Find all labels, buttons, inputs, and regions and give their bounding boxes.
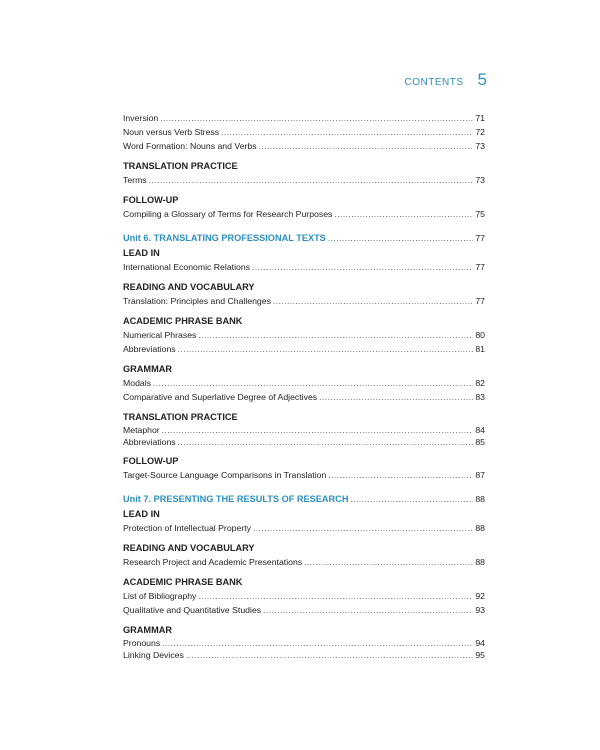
leader-dots — [162, 425, 473, 437]
toc-entry[interactable] — [123, 555, 485, 569]
toc-entry-title: Compiling a Glossary of Terms for Research Purposes — [123, 209, 333, 219]
leader-dots — [178, 343, 473, 357]
toc-entry[interactable] — [123, 328, 485, 342]
toc-entry-title: Qualitative and Quantitative Studies — [123, 605, 262, 615]
section-heading: TRANSLATION PRACTICE — [123, 161, 238, 171]
leader-dots — [198, 590, 473, 604]
unit-title: Unit 7. PRESENTING THE RESULTS OF RESEARCH — [123, 494, 349, 504]
toc-entry-page: 73 — [475, 141, 485, 151]
toc-entry[interactable] — [123, 294, 485, 308]
leader-dots — [252, 261, 473, 275]
toc-entry[interactable] — [123, 637, 485, 649]
toc-entry-page: 81 — [475, 344, 485, 354]
section-heading: GRAMMAR — [123, 364, 172, 374]
leader-dots — [153, 377, 473, 391]
toc-entry-title: Protection of Intellectual Property — [123, 523, 251, 533]
toc-entry-page: 84 — [475, 425, 485, 435]
toc-entry-page: 83 — [475, 392, 485, 402]
toc-entry-title: International Economic Relations — [123, 262, 251, 272]
toc-entry-title: Noun versus Verb Stress — [123, 127, 220, 137]
leader-dots — [162, 638, 473, 650]
leader-dots — [328, 232, 473, 246]
running-header-label: CONTENTS — [404, 77, 464, 88]
toc-entry[interactable] — [123, 390, 485, 404]
toc-entry[interactable] — [123, 603, 485, 617]
leader-dots — [186, 650, 473, 662]
leader-dots — [221, 126, 473, 140]
toc-entry-title: Abbreviations — [123, 344, 176, 354]
toc-entry-title: Abbreviations — [123, 437, 176, 447]
toc-entry-page: 92 — [475, 591, 485, 601]
section-heading: TRANSLATION PRACTICE — [123, 412, 238, 422]
toc-entry-page: 80 — [475, 330, 485, 340]
section-heading: ACADEMIC PHRASE BANK — [123, 577, 243, 587]
toc-entry-title: Terms — [123, 175, 147, 185]
toc-entry-title: Target-Source Language Comparisons in Translation — [123, 470, 327, 480]
toc-entry[interactable] — [123, 424, 485, 436]
toc-entry[interactable] — [123, 111, 485, 125]
toc-entry[interactable] — [123, 376, 485, 390]
toc-entry-title: List of Bibliography — [123, 591, 197, 601]
toc-entry-page: 87 — [475, 470, 485, 480]
toc-entry-page: 71 — [475, 113, 485, 123]
toc-entry-title: Word Formation: Nouns and Verbs — [123, 141, 257, 151]
section-heading: READING AND VOCABULARY — [123, 282, 255, 292]
toc-entry-page: 95 — [475, 650, 485, 660]
toc-entry[interactable] — [123, 139, 485, 153]
section-heading: FOLLOW-UP — [123, 456, 179, 466]
toc-entry-page: 73 — [475, 175, 485, 185]
leader-dots — [178, 437, 473, 449]
section-heading: LEAD IN — [123, 509, 160, 519]
toc-entry-title: Metaphor — [123, 425, 160, 435]
toc-entry[interactable] — [123, 468, 485, 482]
toc-entry-title: Research Project and Academic Presentations — [123, 557, 303, 567]
toc-entry-page: 88 — [475, 523, 485, 533]
toc-entry[interactable] — [123, 342, 485, 356]
page-number: 5 — [477, 70, 487, 89]
leader-dots — [198, 329, 473, 343]
section-heading: READING AND VOCABULARY — [123, 543, 255, 553]
leader-dots — [149, 174, 473, 188]
leader-dots — [304, 556, 473, 570]
section-heading: FOLLOW-UP — [123, 195, 179, 205]
toc-entry-title: Linking Devices — [123, 650, 184, 660]
toc-entry-page: 88 — [475, 557, 485, 567]
unit-page: 77 — [475, 233, 485, 243]
toc-entry-page: 93 — [475, 605, 485, 615]
toc-entry-page: 85 — [475, 437, 485, 447]
toc-entry-page: 94 — [475, 638, 485, 648]
leader-dots — [253, 522, 473, 536]
section-heading: GRAMMAR — [123, 625, 172, 635]
leader-dots — [328, 469, 473, 483]
toc-entry-title: Pronouns — [123, 638, 161, 648]
table-of-contents — [123, 111, 485, 661]
toc-entry-title: Comparative and Superlative Degree of Adjectives — [123, 392, 318, 402]
toc-entry[interactable] — [123, 173, 485, 187]
toc-entry[interactable] — [123, 260, 485, 274]
leader-dots — [263, 604, 473, 618]
leader-dots — [160, 112, 473, 126]
toc-entry-page: 77 — [475, 296, 485, 306]
unit-page: 88 — [475, 494, 485, 504]
toc-entry[interactable] — [123, 125, 485, 139]
toc-entry-title: Translation: Principles and Challenges — [123, 296, 271, 306]
page-header — [405, 70, 487, 90]
leader-dots — [350, 493, 473, 507]
toc-entry[interactable] — [123, 207, 485, 221]
toc-entry[interactable] — [123, 589, 485, 603]
leader-dots — [259, 140, 473, 154]
section-heading: LEAD IN — [123, 248, 160, 258]
toc-entry-page: 77 — [475, 262, 485, 272]
toc-entry[interactable] — [123, 649, 485, 661]
toc-entry-title: Modals — [123, 378, 152, 388]
toc-entry-page: 75 — [475, 209, 485, 219]
toc-entry[interactable] — [123, 436, 485, 448]
toc-entry-title: Numerical Phrases — [123, 330, 197, 340]
unit-heading[interactable] — [123, 492, 485, 506]
unit-heading[interactable] — [123, 231, 485, 245]
toc-entry-title: Inversion — [123, 113, 159, 123]
leader-dots — [273, 295, 473, 309]
toc-entry-page: 72 — [475, 127, 485, 137]
unit-title: Unit 6. TRANSLATING PROFESSIONAL TEXTS — [123, 233, 326, 243]
leader-dots — [319, 391, 473, 405]
toc-entry[interactable] — [123, 521, 485, 535]
toc-entry-page: 82 — [475, 378, 485, 388]
leader-dots — [334, 208, 473, 222]
section-heading: ACADEMIC PHRASE BANK — [123, 316, 243, 326]
